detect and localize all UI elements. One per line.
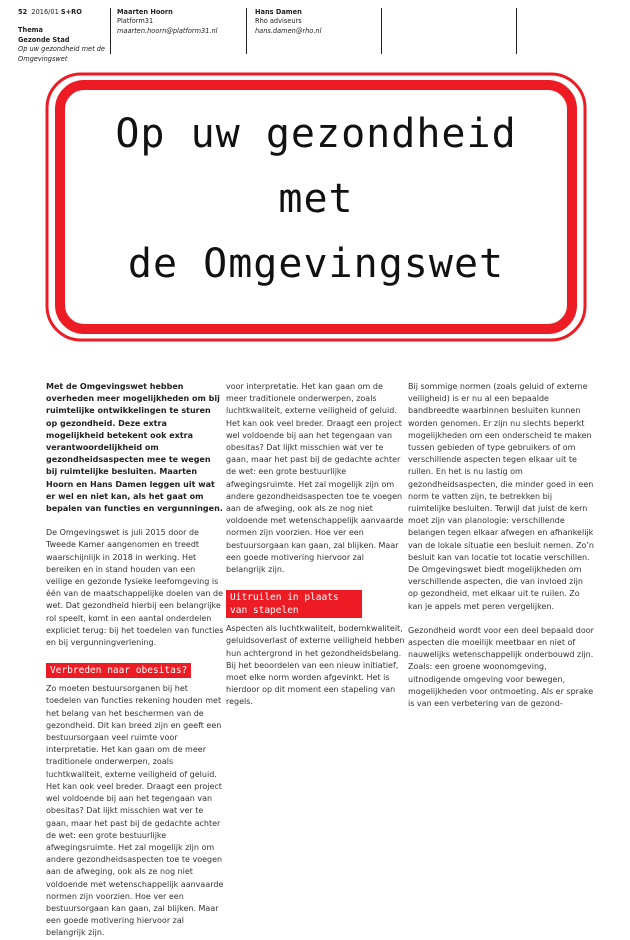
paragraph: Zo moeten bestuursorganen bij het toedelen van functies rekening houden met het belang van het beschermen van de gezondheid. Dit kan breed zijn en geeft een bestuursorgaan veel ruimte voor interpretatie. Het kan gaan om de meer traditionele onderwerpen, zoals luchtkwaliteit, externe veiligheid of geluid. Het kan ook veel breder. Draagt een project wel voldoende bij aan het tegengaan van obesitas? Dat lijkt misschien wat ver te gaan, maar het past bij de gedachte achter de wet: een grote bestuurlijke afwegingsruimte. Het zal mogelijk zijn om andere gezondheidsaspecten toe te voegen aan de afweging, ook als ze nog niet voldoende met wetenschappelijk aanvaarde normen zijn voorzien. Hoe ver een bestuursorgaan kan gaan, zal blijken. Maar een goede motivering hiervoor zal belangrijk zijn. — [46, 684, 224, 938]
author-email[interactable]: maarten.hoorn@platform31.nl — [117, 26, 218, 35]
divider — [516, 8, 517, 54]
paragraph: Aspecten als luchtkwaliteit, bodemkwaliteit, geluidsoverlast of externe veiligheid hebben hun achtergrond in het gezondheidsbelang. Bij het beoordelen van een nieuw initiatief, moet elke norm worden afgevinkt. Het is hierdoor op dit moment een stapeling van regels. — [226, 624, 405, 707]
author-name: Maarten Hoorn — [117, 8, 173, 16]
article-short-title: Op uw gezondheid met de Omgevingswet — [18, 45, 105, 63]
title-line: met — [278, 176, 354, 222]
subheading: Uitruilen in plaats van stapelen — [226, 590, 362, 618]
divider — [246, 8, 247, 54]
article-column — [46, 381, 224, 938]
author-name: Hans Damen — [255, 8, 302, 16]
theme-name: Gezonde Stad — [18, 35, 70, 44]
paragraph-continued: voor interpretatie. Het kan gaan om de meer traditionele onderwerpen, zoals luchtkwaliteit, externe veiligheid of geluid. Het kan ook veel breder. Draagt een project wel voldoende bij aan het tegengaan van obesitas? Dat lijkt misschien wat ver te gaan, maar het past bij de gedachte achter de wet: een grote bestuurlijke afwegingsruimte. Het zal mogelijk zijn om andere gezondheidsaspecten toe te voegen aan de afweging, ook als ze nog niet voldoende met wetenschappelijk aanvaarde normen zijn voorzien. Hoe ver een bestuursorgaan kan gaan, zal blijken. Maar een goede motivering hiervoor zal belangrijk zijn. — [226, 382, 404, 575]
issue-meta — [18, 8, 110, 64]
page-number: 52 — [18, 8, 28, 16]
lead-paragraph: Met de Omgevingswet hebben overheden meer mogelijkheden om bij ruimtelijke ontwikkelingen te sturen op gezondheid. Deze extra mogelijkheid betekent ook extra verantwoordelijkheid om gezondheidsaspecten mee te wegen bij ruimtelijke besluiten. Maarten Hoorn en Hans Damen leggen uit wat er wel en niet kan, als het gaat om bepalen van functies en vergunningen. — [46, 382, 223, 514]
author-block — [117, 8, 237, 36]
section-label: Thema — [18, 26, 43, 35]
title-line: Op uw gezondheid — [115, 111, 517, 157]
magazine-name: S+RO — [60, 8, 82, 16]
page-title — [45, 102, 587, 297]
author-org: Rho adviseurs — [255, 17, 302, 26]
issue-number: 2016/01 — [31, 8, 59, 16]
author-block — [255, 8, 375, 36]
paragraph: De Omgevingswet is juli 2015 door de Tweede Kamer aangenomen en treedt waarschijnlijk in 2018 in werking. Het bereiken en in stand houden van een veilige en gezonde fysieke leefomgeving is één van de maatschappelijke doelen van de wet. Dat gezondheid hierbij een belangrijke rol speelt, komt in een aantal onderdelen expliciet terug: bij het toedelen van functies en bij vergunningverlening. — [46, 528, 224, 648]
article-column — [226, 381, 406, 721]
author-org: Platform31 — [117, 17, 154, 26]
author-email[interactable]: hans.damen@rho.nl — [255, 26, 322, 35]
paragraph: Bij sommige normen (zoals geluid of externe veiligheid) is er nu al een bepaalde bandbreedte waarbinnen besluiten kunnen worden genomen. Er zijn nu slechts beperkt mogelijkheden om een onderscheid te maken tussen gebieden of type gebruikers of om verschillende aspecten tegen elkaar uit te ruilen. En het is nu lastig om gezondheidsaspecten, die minder goed in een norm te vatten zijn, te betrekken bij ruimtelijke besluiten. Terwijl dat juist de kern moet zijn van planologie: verschillende belangen tegen elkaar afwegen en afhankelijk van de lokale situatie een besluit nemen. Zo’n besluit kan van locatie tot locatie verschillen. De Omgevingswet biedt mogelijkheden om verschillende aspecten, die van invloed zijn op gezondheid, met elkaar uit te ruilen. Zo kan je appels met peren vergelijken. — [408, 382, 594, 611]
subheading: Verbreden naar obesitas? — [46, 663, 191, 678]
article-column — [408, 381, 594, 722]
title-line: de Omgevingswet — [127, 241, 505, 287]
divider — [110, 8, 111, 54]
divider — [381, 8, 382, 54]
paragraph: Gezondheid wordt voor een deel bepaald door aspecten die moeilijk meetbaar en niet of nauwelijks wetenschappelijk onderbouwd zijn. Zoals: een groene woonomgeving, uitnodigende omgeving voor bewegen, mogelijkheden voor ontmoeting. Als er sprake is van een verbetering van de gezond- — [408, 625, 594, 709]
